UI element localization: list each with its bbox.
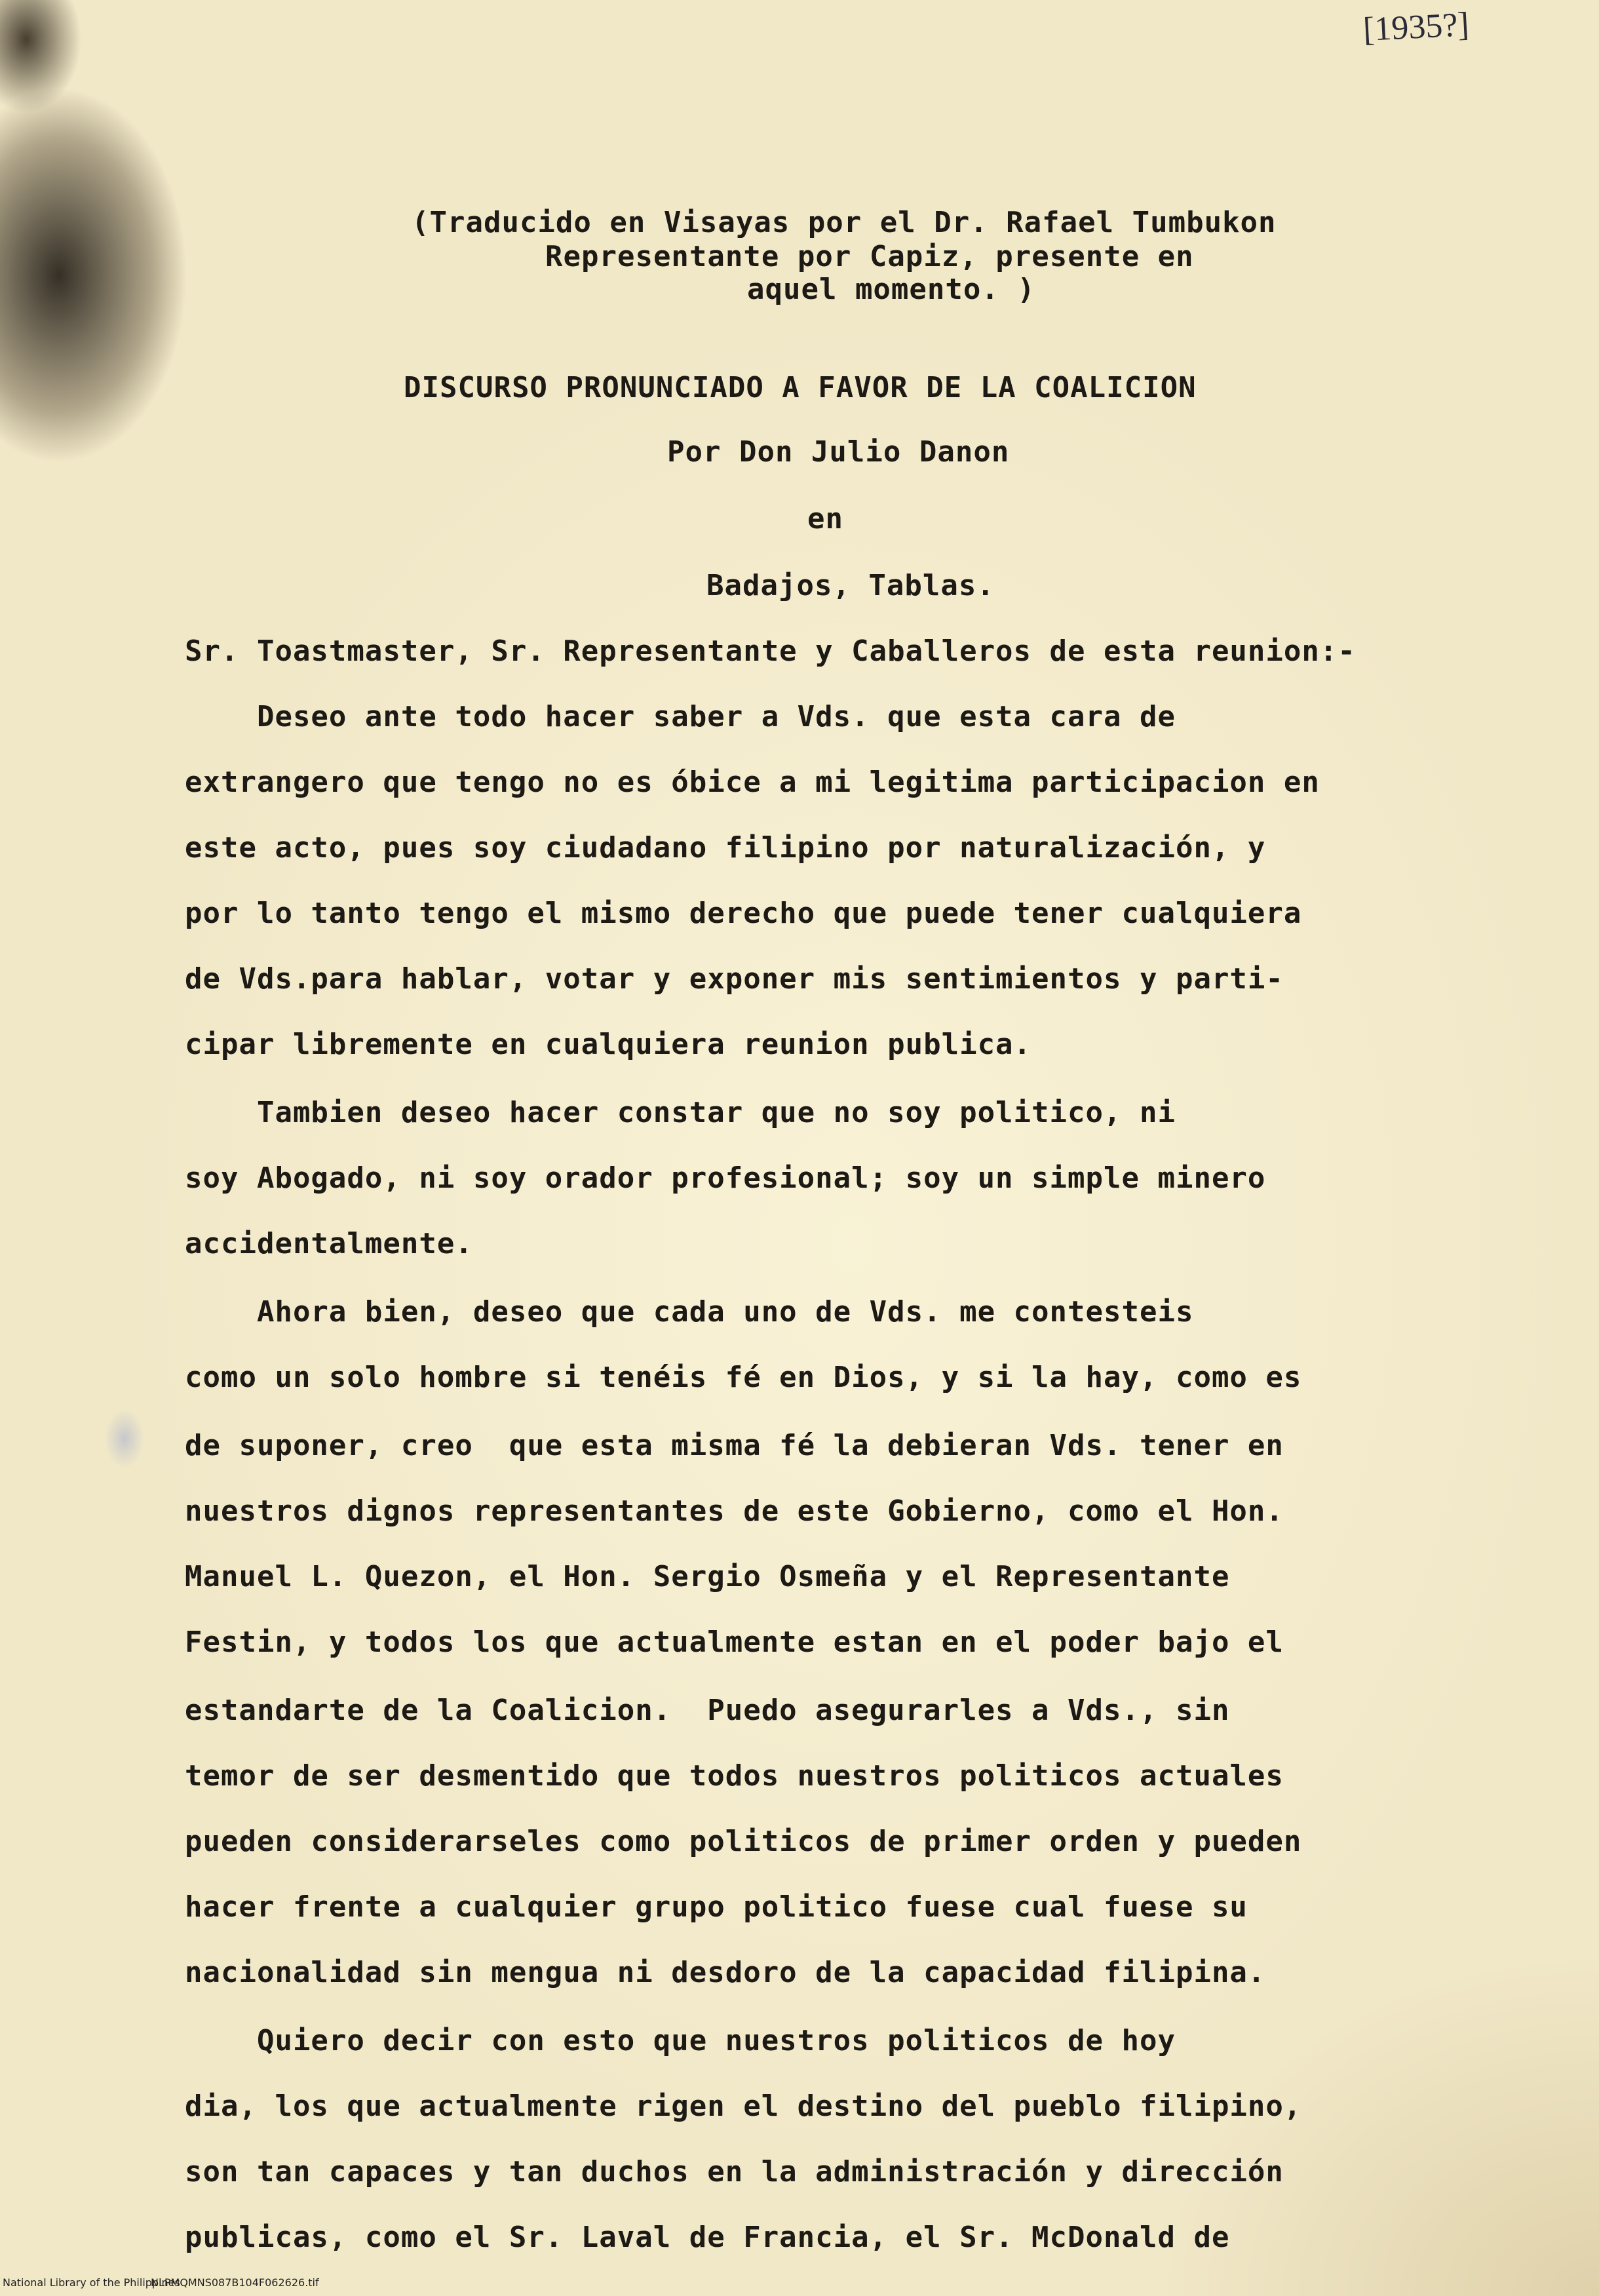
ink-smudge	[105, 1409, 144, 1468]
translator-note-line: Representante por Capiz, presente en	[545, 240, 1194, 273]
byline: Por Don Julio Danon	[667, 435, 1010, 469]
body-line: hacer frente a cualquier grupo politico fuese cual fuese su	[185, 1890, 1248, 1924]
body-line: Ahora bien, deseo que cada uno de Vds. me contesteis	[185, 1295, 1194, 1329]
body-line: publicas, como el Sr. Laval de Francia, el Sr. McDonald de	[185, 2221, 1230, 2254]
body-line: por lo tanto tengo el mismo derecho que puede tener cualquiera	[185, 897, 1302, 930]
byline-en: en	[807, 502, 843, 535]
library-credit: National Library of the Philippines	[3, 2276, 180, 2289]
salutation: Sr. Toastmaster, Sr. Representante y Caballeros de esta reunion:-	[185, 634, 1356, 668]
body-line: soy Abogado, ni soy orador profesional; soy un simple minero	[185, 1161, 1266, 1195]
translator-note-line: (Traducido en Visayas por el Dr. Rafael Tumbukon	[412, 206, 1277, 239]
body-line: de suponer, creo que esta misma fé la debieran Vds. tener en	[185, 1429, 1284, 1462]
body-line: Tambien deseo hacer constar que no soy politico, ni	[185, 1096, 1176, 1129]
body-line: dia, los que actualmente rigen el destino del pueblo filipino,	[185, 2090, 1302, 2123]
body-line: extrangero que tengo no es óbice a mi legitima participacion en	[185, 766, 1320, 799]
body-line: como un solo hombre si tenéis fé en Dios, y si la hay, como es	[185, 1361, 1302, 1394]
body-line: nacionalidad sin mengua ni desdoro de la capacidad filipina.	[185, 1956, 1266, 1989]
location: Badajos, Tablas.	[706, 569, 995, 602]
body-line: Quiero decir con esto que nuestros politicos de hoy	[185, 2024, 1176, 2057]
body-line: son tan capaces y tan duchos en la administración y dirección	[185, 2155, 1284, 2189]
body-line: cipar libremente en cualquiera reunion publica.	[185, 1028, 1032, 1061]
translator-note-line: aquel momento. )	[747, 273, 1035, 306]
scan-footer	[0, 2272, 1599, 2292]
body-line: de Vds.para hablar, votar y exponer mis sentimientos y parti-	[185, 962, 1284, 996]
body-line: estandarte de la Coalicion. Puedo asegurarles a Vds., sin	[185, 1694, 1230, 1727]
body-line: Deseo ante todo hacer saber a Vds. que esta cara de	[185, 700, 1176, 733]
body-line: Manuel L. Quezon, el Hon. Sergio Osmeña y el Representante	[185, 1560, 1230, 1593]
body-line: pueden considerarseles como politicos de primer orden y pueden	[185, 1825, 1302, 1858]
body-line: accidentalmente.	[185, 1227, 473, 1260]
body-line: Festin, y todos los que actualmente estan en el poder bajo el	[185, 1625, 1284, 1659]
archive-mark: [1935?]	[1362, 5, 1471, 49]
document-title: DISCURSO PRONUNCIADO A FAVOR DE LA COALICION	[404, 371, 1197, 404]
body-line: nuestros dignos representantes de este Gobierno, como el Hon.	[185, 1494, 1284, 1528]
file-id: NLPMQMNS087B104F062626.tif	[151, 2276, 319, 2289]
body-line: temor de ser desmentido que todos nuestros politicos actuales	[185, 1759, 1284, 1793]
body-line: este acto, pues soy ciudadano filipino por naturalización, y	[185, 831, 1266, 865]
